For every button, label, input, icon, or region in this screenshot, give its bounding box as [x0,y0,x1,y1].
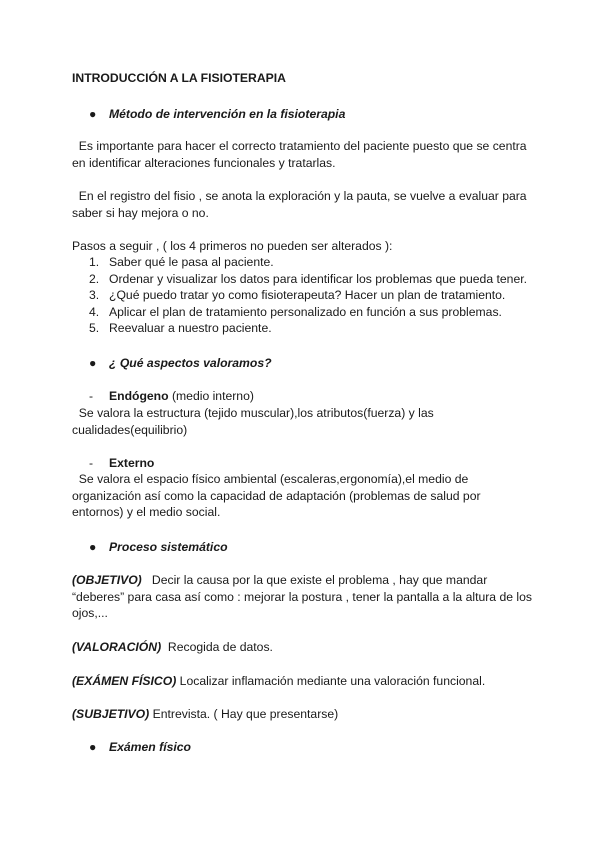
bullet-icon: ● [89,356,97,370]
text-line: Se valora el espacio físico ambiental (escaleras,ergonomía),el medio de [72,472,469,486]
text-line: “deberes” para casa así como : mejorar la postura , tener la pantalla a la altura de los [72,589,532,604]
subheading-externo [89,455,549,472]
paragraph-importancia [72,138,532,171]
list-text: Saber qué le pasa al paciente. [109,255,274,269]
list-text: Reevaluar a nuestro paciente. [109,321,272,336]
paragraph-valoracion [72,639,532,656]
text-line: Se valora la estructura (tejido muscular),los atributos(fuerza) y las [72,406,434,420]
bullet-heading-examen [89,739,549,756]
bullet-heading-metodo [89,106,549,123]
bullet-icon: ● [89,107,97,121]
list-number: 2. [89,271,100,286]
text-line: En el registro del fisio , se anota la exploración y la pauta, se vuelve a evaluar para [72,189,527,203]
steps-list [89,254,549,337]
heading-text: Proceso sistemático [109,540,228,554]
text-line: Es importante para hacer el correcto tratamiento del paciente puesto que se centra [72,139,527,153]
text-line: saber si hay mejora o no. [72,205,209,220]
steps-intro: Pasos a seguir , ( los 4 primeros no pueden ser alterados ): [72,239,393,253]
list-text: Ordenar y visualizar los datos para identificar los problemas que pueda tener. [109,271,527,286]
text-line: Entrevista. ( Hay que presentarse) [149,707,339,721]
list-item [89,271,549,288]
text-line: en identificar alteraciones funcionales y tratarlas. [72,155,336,170]
bullet-heading-proceso [89,539,549,556]
heading-text: ¿ Qué aspectos valoramos? [109,356,272,370]
list-item [89,254,549,271]
bullet-icon: ● [89,740,97,754]
bullet-heading-aspectos [89,355,549,372]
paragraph-subjetivo [72,706,532,723]
list-text: Aplicar el plan de tratamiento personalizado en función a sus problemas. [109,304,502,319]
list-text: ¿Qué puedo tratar yo como fisioterapeuta? Hacer un plan de tratamiento. [109,288,506,303]
list-item [89,287,549,304]
text-line: entornos) y el medio social. [72,505,221,520]
list-number: 1. [89,255,100,269]
list-number: 3. [89,288,100,303]
text-line: Decir la causa por la que existe el problema , hay que mandar [141,573,488,587]
label-valoracion: (VALORACIÓN) [72,640,162,654]
label-objetivo: (OBJETIVO) [72,573,142,587]
text-line: Recogida de datos. [161,640,273,654]
heading-text: Método de intervención en la fisioterapia [109,107,346,121]
bullet-icon: ● [89,540,97,554]
subheading-suffix: (medio interno) [168,389,254,403]
text-line: organización así como la capacidad de adaptación (problemas de salud por [72,488,481,503]
subheading-label: Endógeno [109,389,169,403]
label-examen: (EXÁMEN FÍSICO) [72,674,177,688]
text-line: cualidades(equilibrio) [72,422,188,437]
paragraph-endogeno [72,405,532,438]
document-title: INTRODUCCIÓN A LA FISIOTERAPIA [72,71,286,85]
list-item [89,304,549,321]
paragraph-registro [72,188,532,221]
dash-marker: - [89,456,94,470]
paragraph-objetivo [72,572,532,622]
dash-marker: - [89,389,94,403]
text-line: Localizar inflamación mediante una valoración funcional. [176,674,486,688]
heading-text: Exámen físico [109,740,191,754]
subheading-label: Externo [109,456,155,470]
list-number: 5. [89,321,100,336]
list-item [89,320,549,337]
list-number: 4. [89,304,100,319]
subheading-endogeno [89,388,549,405]
text-line: ojos,... [72,606,108,621]
label-subjetivo: (SUBJETIVO) [72,707,150,721]
paragraph-externo [72,471,532,521]
paragraph-examen-fisico [72,673,532,690]
